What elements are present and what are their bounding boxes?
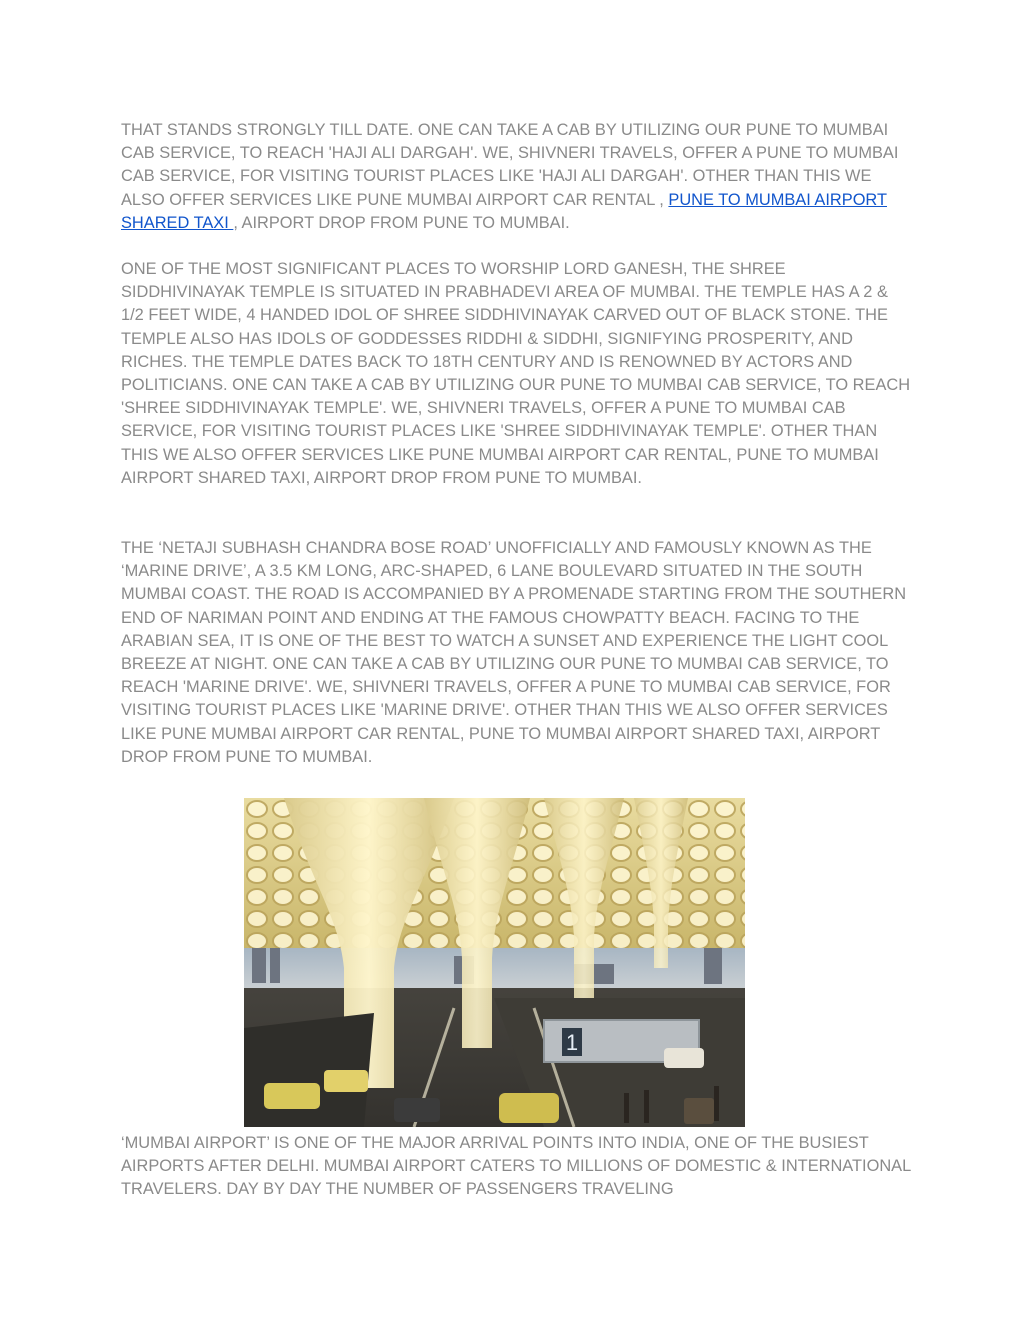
paragraph-siddhivinayak-text: ONE OF THE MOST SIGNIFICANT PLACES TO WORSHIP LORD GANESH, THE SHREE SIDDHIVINAYAK TEMPLE IS SITUATED IN PRABHADEVI AREA OF MUMBAI. THE TEMPLE HAS A 2 & 1/2 FEET WIDE, 4 HANDED IDOL OF SHREE SIDDHIVINAYAK CARVED OUT OF BLACK STONE. THE TEMPLE ALSO HAS IDOLS OF GODDESSES RIDDHI & SIDDHI, SIGNIFYING PROSPERITY, AND RICHES. THE TEMPLE DATES BACK TO 18TH CENTURY AND IS RENOWNED BY ACTORS AND POLITICIANS. ONE CAN TAKE A CAB BY UTILIZING OUR PUNE TO MUMBAI CAB SERVICE, TO REACH 'SHREE SIDDHIVINAYAK TEMPLE'. WE, SHIVNERI TRAVELS, OFFER A PUNE TO MUMBAI CAB SERVICE, FOR VISITING TOURIST PLACES LIKE 'SHREE SIDDHIVINAYAK TEMPLE'. OTHER THAN THIS WE ALSO OFFER SERVICES LIKE PUNE MUMBAI AIRPORT CAR RENTAL, PUNE TO MUMBAI AIRPORT SHARED TAXI, AIRPORT DROP FROM PUNE TO MUMBAI. <box>121 260 911 487</box>
paragraph-siddhivinayak <box>121 258 911 490</box>
paragraph-haji-ali-text <box>121 119 911 235</box>
shared-taxi-link[interactable]: PUNE TO MUMBAI AIRPORT SHARED TAXI <box>121 190 887 232</box>
mumbai-airport-photo <box>244 798 745 1127</box>
paragraph-marine-drive-text: THE ‘NETAJI SUBHASH CHANDRA BOSE ROAD’ UNOFFICIALLY AND FAMOUSLY KNOWN AS THE ‘MARINE DRIVE’, A 3.5 KM LONG, ARC-SHAPED, 6 LANE BOULEVARD SITUATED IN THE SOUTH MUMBAI COAST. THE ROAD IS ACCOMPANIED BY A PROMENADE STARTING FROM THE SOUTHERN END OF NARIMAN POINT AND ENDING AT THE FAMOUS CHOWPATTY BEACH. FACING TO THE ARABIAN SEA, IT IS ONE OF THE BEST TO WATCH A SUNSET AND EXPERIENCE THE LIGHT COOL BREEZE AT NIGHT. ONE CAN TAKE A CAB BY UTILIZING OUR PUNE TO MUMBAI CAB SERVICE, TO REACH 'MARINE DRIVE'. WE, SHIVNERI TRAVELS, OFFER A PUNE TO MUMBAI CAB SERVICE, FOR VISITING TOURIST PLACES LIKE 'MARINE DRIVE'. OTHER THAN THIS WE ALSO OFFER SERVICES LIKE PUNE MUMBAI AIRPORT CAR RENTAL, PUNE TO MUMBAI AIRPORT SHARED TAXI, AIRPORT DROP FROM PUNE TO MUMBAI. <box>121 539 907 766</box>
paragraph-mumbai-airport-text: ‘MUMBAI AIRPORT’ IS ONE OF THE MAJOR ARRIVAL POINTS INTO INDIA, ONE OF THE BUSIEST AIRPORTS AFTER DELHI. MUMBAI AIRPORT CATERS TO MILLIONS OF DOMESTIC & INTERNATIONAL TRAVELERS. DAY BY DAY THE NUMBER OF PASSENGERS TRAVELING <box>121 1134 911 1199</box>
paragraph-text-after-link: , AIRPORT DROP FROM PUNE TO MUMBAI. <box>233 213 570 232</box>
paragraph-marine-drive <box>121 537 911 769</box>
terminal-sign-number: 1 <box>565 1030 579 1055</box>
paragraph-mumbai-airport <box>121 1132 911 1202</box>
paragraph-text-before-link: THAT STANDS STRONGLY TILL DATE. ONE CAN TAKE A CAB BY UTILIZING OUR PUNE TO MUMBAI CAB SERVICE, TO REACH 'HAJI ALI DARGAH'. WE, SHIVNERI TRAVELS, OFFER A PUNE TO MUMBAI CAB SERVICE, FOR VISITING TOURIST PLACES LIKE 'HAJI ALI DARGAH'. OTHER THAN THIS WE ALSO OFFER SERVICES LIKE PUNE MUMBAI AIRPORT CAR RENTAL , <box>121 121 899 209</box>
paragraph-haji-ali <box>121 119 911 235</box>
airport-photo-illustration <box>244 798 745 1127</box>
